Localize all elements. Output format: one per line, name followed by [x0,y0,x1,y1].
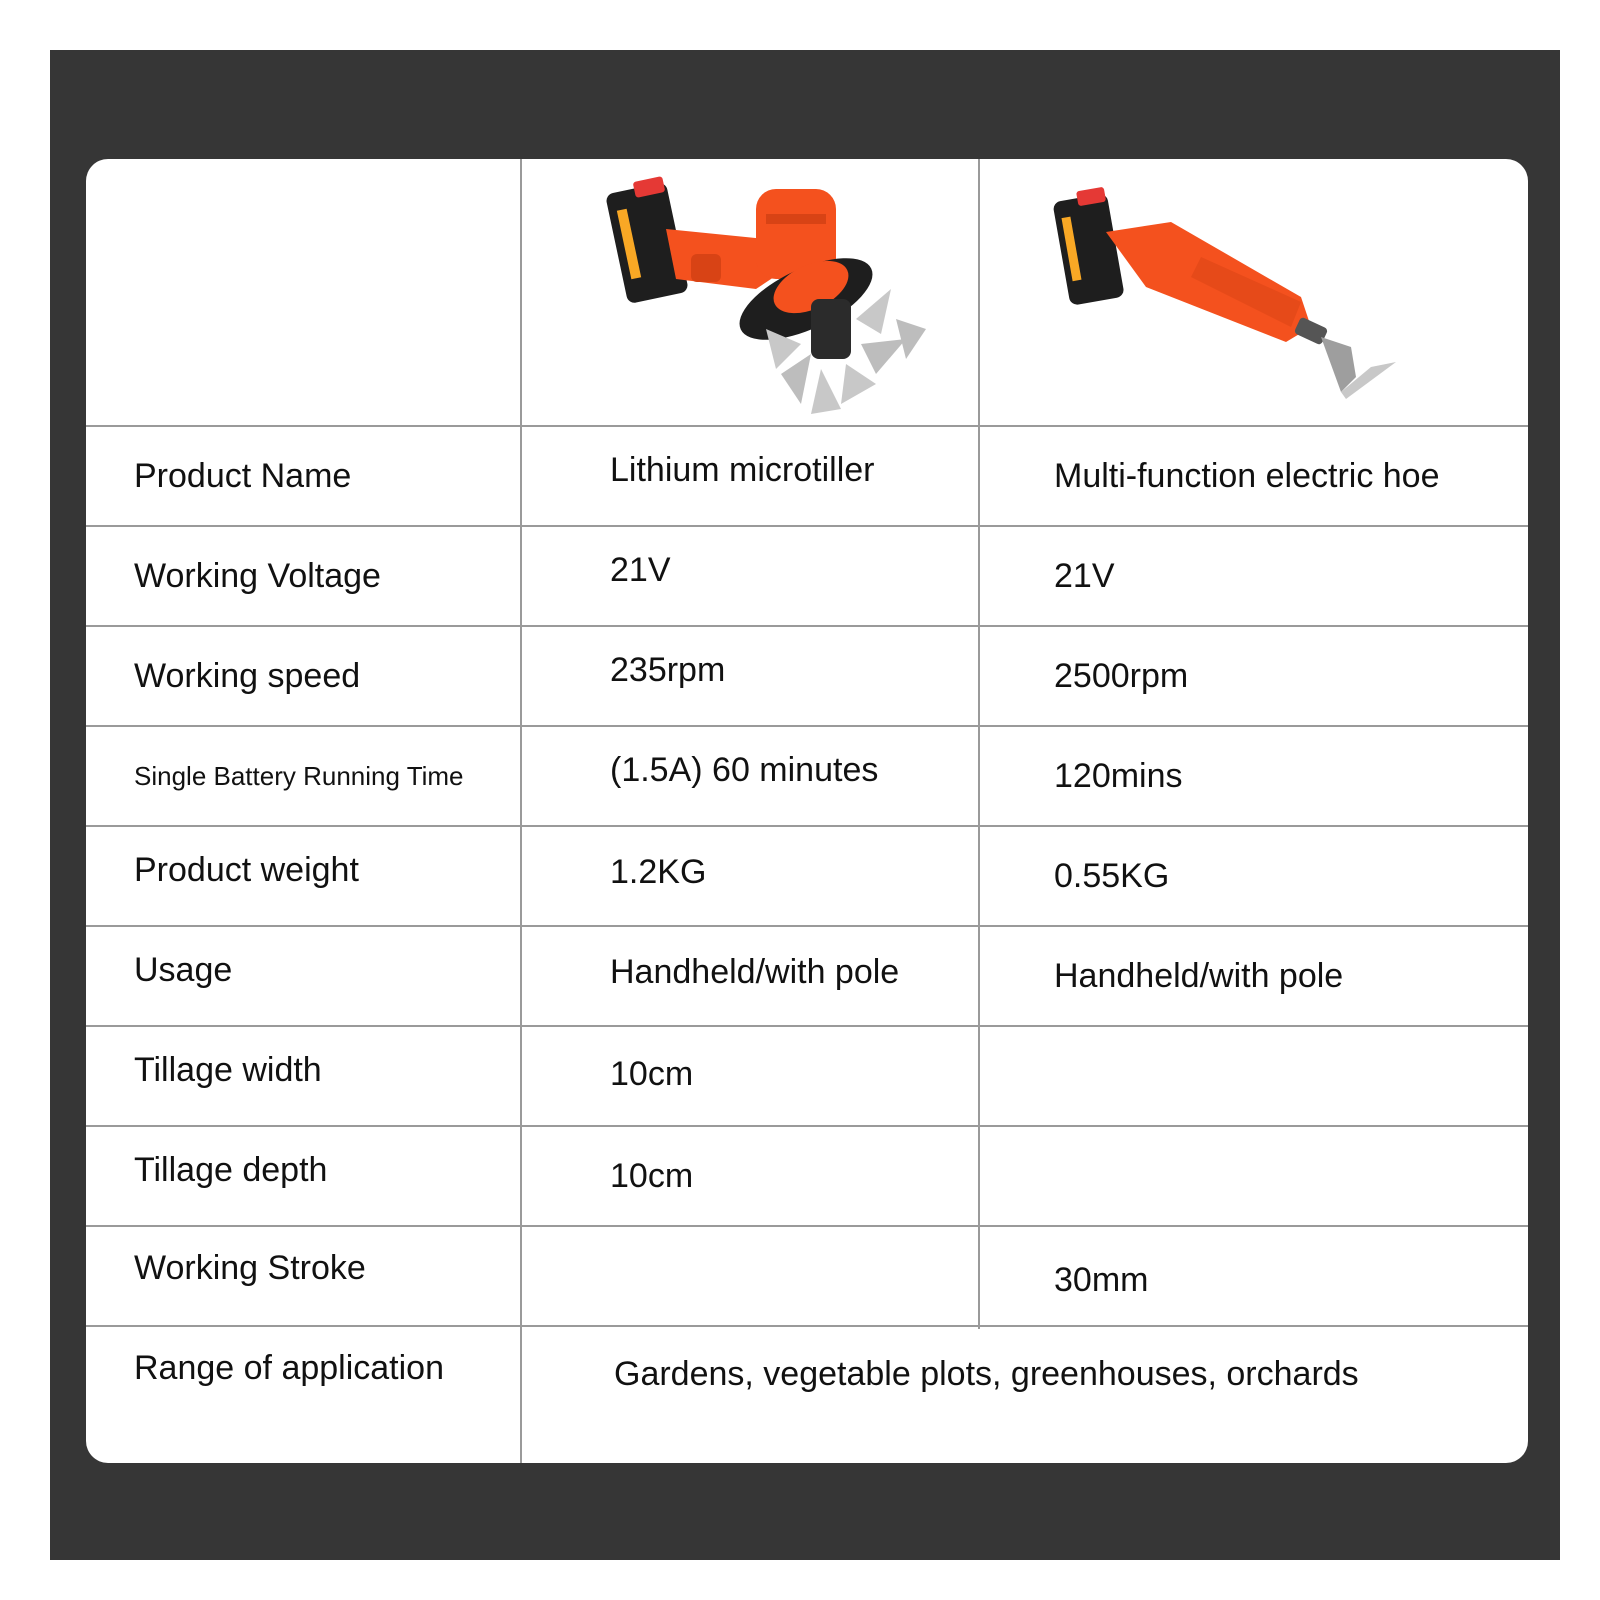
value-working-stroke-1 [610,1227,1050,1325]
value-product-name-1: Lithium microtiller [610,450,875,489]
value-working-speed-2: 2500rpm [1054,656,1189,695]
value-tillage-width-2 [1054,1027,1524,1125]
value-battery-running-time-1: (1.5A) 60 minutes [610,750,879,789]
value-tillage-depth-2 [1054,1127,1524,1225]
label-working-stroke: Working Stroke [134,1248,366,1287]
value-tillage-depth-1: 10cm [610,1156,694,1195]
label-product-weight: Product weight [134,850,359,889]
value-product-name-2: Multi-function electric hoe [1054,456,1440,495]
electric-microtiller-icon [606,169,946,419]
value-working-stroke-2: 30mm [1054,1260,1149,1299]
value-range-of-application: Gardens, vegetable plots, greenhouses, orchards [614,1354,1359,1393]
spec-table-card [86,159,1528,1463]
label-usage: Usage [134,950,233,989]
value-battery-running-time-2: 120mins [1054,756,1183,795]
value-usage-2: Handheld/with pole [1054,956,1344,995]
label-battery-running-time: Single Battery Running Time [134,760,464,791]
value-working-voltage-1: 21V [610,550,671,589]
label-tillage-width: Tillage width [134,1050,322,1089]
value-product-weight-2: 0.55KG [1054,856,1170,895]
value-working-speed-1: 235rpm [610,650,726,689]
value-working-voltage-2: 21V [1054,556,1115,595]
value-tillage-width-1: 10cm [610,1054,694,1093]
label-product-name: Product Name [134,456,352,495]
label-working-speed: Working speed [134,656,361,695]
value-usage-1: Handheld/with pole [610,952,900,991]
value-product-weight-1: 1.2KG [610,852,707,891]
electric-hoe-icon [1051,177,1401,407]
label-tillage-depth: Tillage depth [134,1150,328,1189]
label-working-voltage: Working Voltage [134,556,381,595]
label-range-of-application: Range of application [134,1348,445,1387]
